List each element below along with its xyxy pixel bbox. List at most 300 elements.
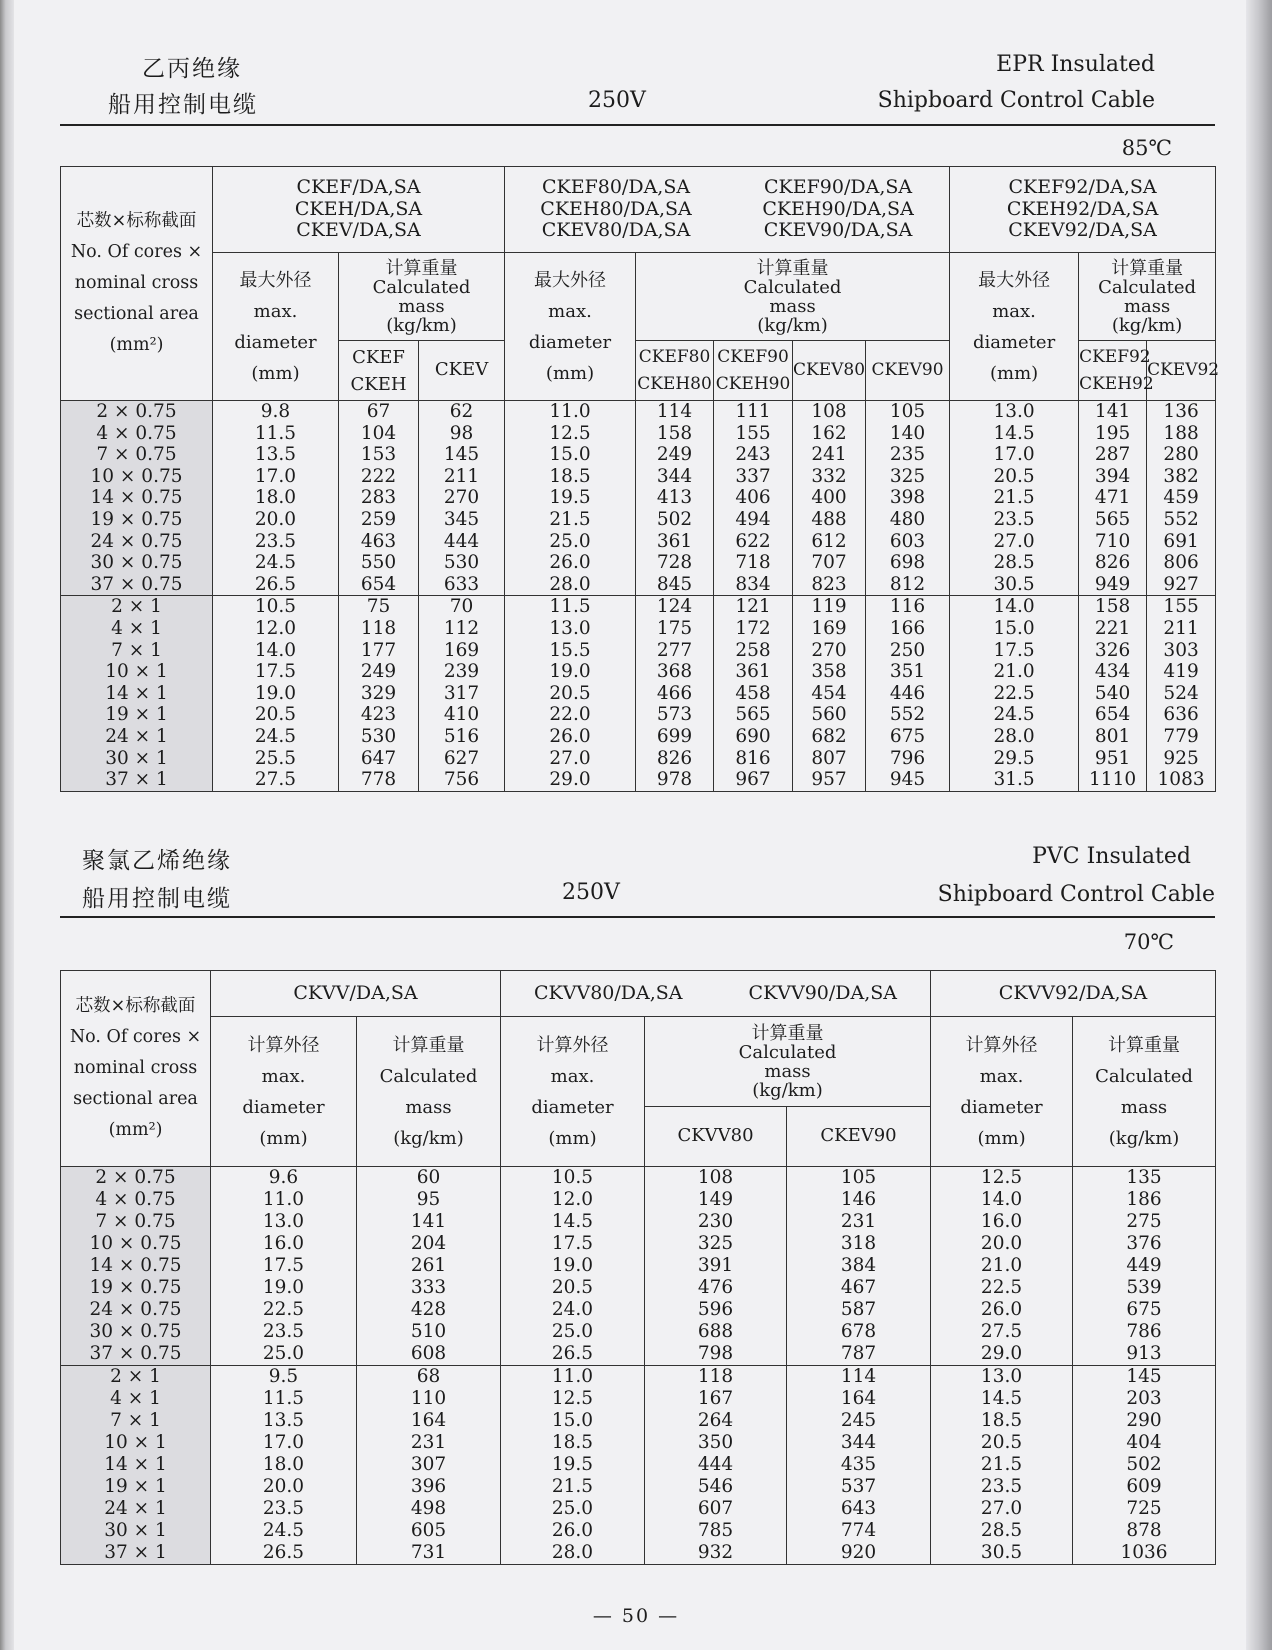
value: 878	[1126, 1520, 1162, 1541]
size-label: 37 × 0.75	[90, 573, 183, 595]
value: 539	[1126, 1277, 1162, 1298]
value: 25.0	[551, 1498, 594, 1519]
value: 326	[1094, 639, 1131, 661]
value-column-cell	[931, 1167, 1073, 1366]
value: 17.5	[262, 1255, 305, 1276]
value: 410	[443, 704, 480, 726]
value: 116	[889, 596, 926, 618]
value: 28.0	[993, 725, 1035, 747]
value: 164	[840, 1388, 877, 1409]
value: 23.5	[262, 1321, 305, 1342]
value: 756	[443, 769, 480, 791]
value: 287	[1094, 444, 1131, 466]
value: 344	[840, 1432, 877, 1453]
value-column-cell	[645, 1366, 787, 1565]
sub-header-ckvv80: CKVV80	[645, 1107, 787, 1167]
group3-diameter-header: 最大外径 max. diameter (mm)	[950, 253, 1079, 401]
value: 13.0	[262, 1211, 305, 1232]
value: 596	[697, 1299, 734, 1320]
value: 361	[656, 530, 693, 552]
value: 446	[889, 682, 926, 704]
group1-mass-header: 计算重量 Calculated mass (kg/km)	[339, 253, 505, 341]
value: 145	[1126, 1366, 1162, 1387]
value: 376	[1126, 1233, 1162, 1254]
page-right-edge	[1246, 0, 1272, 1650]
value: 834	[735, 573, 771, 595]
value: 463	[360, 530, 397, 552]
value: 605	[410, 1520, 447, 1541]
value: 26.5	[262, 1542, 305, 1563]
value: 245	[840, 1410, 877, 1431]
value: 15.0	[551, 1410, 594, 1431]
value: 18.5	[549, 465, 591, 487]
group2-mass-header: 计算重量 Calculated mass (kg/km)	[636, 253, 950, 341]
value: 816	[735, 747, 771, 769]
size-label: 14 × 0.75	[89, 1255, 182, 1276]
size-label: 37 × 0.75	[89, 1343, 182, 1364]
value: 612	[811, 530, 847, 552]
value: 29.0	[980, 1343, 1023, 1364]
value: 560	[811, 704, 847, 726]
value: 261	[410, 1255, 447, 1276]
value: 550	[360, 552, 397, 574]
value: 434	[1094, 661, 1131, 683]
value: 12.0	[551, 1189, 594, 1210]
value: 20.5	[254, 704, 297, 726]
value: 27.0	[980, 1498, 1023, 1519]
section2-title-en-1: PVC Insulated	[1032, 844, 1191, 869]
value: 23.5	[254, 530, 297, 552]
value: 14.0	[254, 639, 297, 661]
value-column-cell	[645, 1167, 787, 1366]
value: 231	[840, 1211, 877, 1232]
value: 188	[1163, 422, 1199, 444]
value: 28.5	[993, 552, 1035, 574]
section2-title-cn-1: 聚氯乙烯绝缘	[82, 848, 232, 874]
value: 779	[1163, 725, 1199, 747]
value: 195	[1094, 422, 1131, 444]
value: 609	[1126, 1476, 1162, 1497]
value: 22.5	[980, 1277, 1023, 1298]
value: 391	[697, 1255, 734, 1276]
value: 25.5	[254, 747, 297, 769]
value: 31.5	[993, 769, 1035, 791]
size-label: 24 × 1	[104, 1498, 167, 1519]
value: 24.5	[254, 552, 297, 574]
value: 153	[360, 444, 397, 466]
sub-header-ckev92: CKEV92	[1147, 341, 1216, 401]
value: 11.0	[262, 1189, 305, 1210]
value: 136	[1163, 401, 1199, 422]
value: 26.0	[551, 1520, 594, 1541]
value-column-cell	[1073, 1366, 1216, 1565]
value: 24.5	[254, 725, 297, 747]
size-label: 30 × 0.75	[90, 552, 183, 574]
value: 358	[811, 661, 847, 683]
value: 68	[416, 1366, 441, 1387]
size-label: 4 × 1	[110, 1388, 161, 1409]
value: 774	[840, 1520, 877, 1541]
pvc-cable-table	[60, 970, 1216, 1565]
pvc-g1-mass-header: 计算重量 Calculated mass (kg/km)	[357, 1017, 501, 1167]
value: 24.5	[993, 704, 1035, 726]
size-label: 10 × 1	[105, 661, 168, 683]
value: 16.0	[262, 1233, 305, 1254]
sub-header-ckev80: CKEV80	[793, 341, 866, 401]
value: 235	[889, 444, 926, 466]
value: 18.5	[980, 1410, 1023, 1431]
value: 361	[735, 661, 771, 683]
value: 9.5	[268, 1366, 299, 1387]
value: 303	[1163, 639, 1199, 661]
value-column-cell	[1079, 596, 1147, 791]
value: 449	[1126, 1255, 1162, 1276]
value: 731	[410, 1542, 447, 1563]
value: 11.0	[551, 1366, 594, 1387]
value: 494	[735, 508, 771, 530]
value: 913	[1126, 1343, 1162, 1364]
page-number: — 50 —	[592, 1605, 680, 1627]
value: 9.8	[260, 401, 291, 422]
value-column-cell	[1079, 401, 1147, 596]
value: 25.0	[551, 1321, 594, 1342]
value: 141	[1094, 401, 1131, 422]
value: 60	[416, 1167, 441, 1188]
value: 70	[449, 596, 474, 618]
value: 823	[811, 573, 847, 595]
value: 573	[656, 704, 693, 726]
value: 728	[656, 552, 693, 574]
size-label: 10 × 1	[104, 1432, 167, 1453]
value-column-cell	[636, 401, 714, 596]
value: 812	[889, 573, 926, 595]
value-column-cell	[1073, 1167, 1216, 1366]
value: 10.5	[254, 596, 297, 618]
value: 699	[656, 725, 693, 747]
value: 384	[840, 1255, 877, 1276]
size-label: 14 × 1	[104, 1454, 167, 1475]
section2-header	[60, 838, 1215, 918]
value: 21.0	[980, 1255, 1023, 1276]
value: 15.0	[993, 617, 1035, 639]
size-label: 7 × 0.75	[95, 1211, 176, 1232]
group1-diameter-header: 最大外径 max. diameter (mm)	[213, 253, 339, 401]
value: 480	[889, 508, 926, 530]
value: 22.5	[993, 682, 1035, 704]
value: 22.0	[549, 704, 591, 726]
value-column-cell	[419, 401, 505, 596]
value: 108	[697, 1167, 734, 1188]
value-column-cell	[1147, 596, 1216, 791]
sub-header-ckev: CKEV	[419, 341, 505, 401]
value: 351	[889, 661, 926, 683]
value: 17.5	[551, 1233, 594, 1254]
value-column-cell	[339, 401, 419, 596]
value-column-cell	[866, 596, 950, 791]
value: 75	[366, 596, 391, 618]
value: 435	[840, 1454, 877, 1475]
value: 332	[811, 465, 847, 487]
value: 826	[656, 747, 693, 769]
value: 249	[656, 444, 693, 466]
value: 12.5	[980, 1167, 1023, 1188]
value: 17.0	[993, 444, 1035, 466]
value: 167	[697, 1388, 734, 1409]
value-column-cell	[211, 1366, 357, 1565]
value: 28.0	[551, 1542, 594, 1563]
row-group	[61, 596, 1216, 791]
value: 785	[697, 1520, 734, 1541]
value: 275	[1126, 1211, 1162, 1232]
value: 530	[443, 552, 480, 574]
value: 10.5	[551, 1167, 594, 1188]
value: 1036	[1120, 1542, 1168, 1563]
value-column-cell	[787, 1366, 931, 1565]
value: 146	[840, 1189, 877, 1210]
value: 488	[811, 508, 847, 530]
value: 112	[443, 617, 480, 639]
size-label: 37 × 1	[104, 1542, 167, 1563]
value: 691	[1163, 530, 1199, 552]
value: 467	[840, 1277, 877, 1298]
value: 466	[656, 682, 693, 704]
value: 9.6	[268, 1167, 299, 1188]
value: 27.5	[980, 1321, 1023, 1342]
value: 98	[449, 422, 474, 444]
size-label: 37 × 1	[105, 769, 168, 791]
value: 20.5	[551, 1277, 594, 1298]
value: 23.5	[993, 508, 1035, 530]
value: 114	[840, 1366, 877, 1387]
value: 14.0	[980, 1189, 1023, 1210]
section1-title-en-1: EPR Insulated	[996, 52, 1155, 77]
value: 20.5	[980, 1432, 1023, 1453]
value: 565	[1094, 508, 1131, 530]
value: 259	[360, 508, 397, 530]
value: 124	[656, 596, 693, 618]
value: 654	[360, 573, 397, 595]
size-label: 14 × 1	[105, 682, 168, 704]
value-column-cell	[950, 401, 1079, 596]
value: 957	[811, 769, 847, 791]
value: 317	[443, 682, 480, 704]
value-column-cell	[787, 1167, 931, 1366]
value: 283	[360, 487, 397, 509]
value: 19.0	[254, 682, 297, 704]
value: 546	[697, 1476, 734, 1497]
value: 211	[1163, 617, 1199, 639]
value: 710	[1094, 530, 1131, 552]
value: 25.0	[262, 1343, 305, 1364]
value: 537	[840, 1476, 877, 1497]
value: 423	[360, 704, 397, 726]
value: 18.5	[551, 1432, 594, 1453]
size-column-cell	[61, 1167, 211, 1366]
value: 516	[443, 725, 480, 747]
value: 419	[1163, 661, 1199, 683]
value: 476	[697, 1277, 734, 1298]
value: 24.5	[262, 1520, 305, 1541]
value-column-cell	[1147, 401, 1216, 596]
value: 787	[840, 1343, 877, 1364]
size-label: 7 × 1	[111, 639, 162, 661]
value: 108	[811, 401, 847, 422]
pvc-group1-model: CKVV/DA,SA	[211, 971, 501, 1017]
value: 24.0	[551, 1299, 594, 1320]
value: 1083	[1157, 769, 1205, 791]
value: 318	[840, 1233, 877, 1254]
value: 26.0	[549, 725, 591, 747]
row-group	[61, 1366, 1216, 1565]
value: 333	[410, 1277, 447, 1298]
value: 796	[889, 747, 926, 769]
value: 608	[410, 1343, 447, 1364]
value: 925	[1163, 747, 1199, 769]
value: 20.0	[262, 1476, 305, 1497]
pvc-g3-mass-header: 计算重量 Calculated mass (kg/km)	[1073, 1017, 1216, 1167]
value: 329	[360, 682, 397, 704]
value: 149	[697, 1189, 734, 1210]
value: 249	[360, 661, 397, 683]
value: 510	[410, 1321, 447, 1342]
section2-title-en-2: Shipboard Control Cable	[937, 882, 1215, 907]
value: 23.5	[980, 1476, 1023, 1497]
sub-header-ckef80-ckeh80: CKEF80 CKEH80	[636, 341, 714, 401]
value-column-cell	[714, 596, 793, 791]
size-label: 7 × 0.75	[96, 444, 177, 466]
value: 169	[443, 639, 480, 661]
value: 951	[1094, 747, 1131, 769]
section2-voltage: 250V	[562, 880, 620, 905]
value: 647	[360, 747, 397, 769]
value: 264	[697, 1410, 734, 1431]
value-column-cell	[793, 596, 866, 791]
value: 140	[889, 422, 926, 444]
value: 337	[735, 465, 771, 487]
value-column-cell	[931, 1366, 1073, 1565]
value: 28.0	[549, 573, 591, 595]
value: 118	[360, 617, 397, 639]
value-column-cell	[213, 401, 339, 596]
value: 30.5	[993, 573, 1035, 595]
value: 258	[735, 639, 771, 661]
size-label: 19 × 1	[104, 1476, 167, 1497]
value: 17.0	[254, 465, 297, 487]
value: 949	[1094, 573, 1131, 595]
value: 175	[656, 617, 693, 639]
value: 325	[697, 1233, 734, 1254]
size-label: 19 × 0.75	[89, 1277, 182, 1298]
size-label: 2 × 1	[111, 596, 162, 618]
size-label: 30 × 0.75	[89, 1321, 182, 1342]
pvc-g3-diameter-header: 计算外径 max. diameter (mm)	[931, 1017, 1073, 1167]
value: 636	[1163, 704, 1199, 726]
value: 14.5	[993, 422, 1035, 444]
value: 11.5	[262, 1388, 305, 1409]
size-label: 30 × 1	[104, 1520, 167, 1541]
value: 26.0	[980, 1299, 1023, 1320]
value: 13.0	[980, 1366, 1023, 1387]
value: 18.0	[262, 1454, 305, 1475]
size-column-cell	[61, 1366, 211, 1565]
value: 15.5	[549, 639, 591, 661]
value: 20.0	[254, 508, 297, 530]
value: 20.5	[993, 465, 1035, 487]
value: 396	[410, 1476, 447, 1497]
size-label: 24 × 0.75	[90, 530, 183, 552]
value: 62	[449, 401, 474, 422]
value: 688	[697, 1321, 734, 1342]
value: 444	[697, 1454, 734, 1475]
value: 28.5	[980, 1520, 1023, 1541]
value: 110	[410, 1388, 447, 1409]
section1-title-cn-1: 乙丙绝缘	[142, 56, 242, 82]
value: 118	[697, 1366, 734, 1387]
value: 11.0	[549, 401, 591, 422]
value: 280	[1163, 444, 1199, 466]
value: 444	[443, 530, 480, 552]
value: 17.5	[993, 639, 1035, 661]
value: 95	[416, 1189, 441, 1210]
value-column-cell	[793, 401, 866, 596]
value: 552	[889, 704, 926, 726]
value: 158	[656, 422, 693, 444]
value: 241	[811, 444, 847, 466]
value: 12.5	[551, 1388, 594, 1409]
value: 270	[811, 639, 847, 661]
size-label: 24 × 1	[105, 725, 168, 747]
value: 155	[1163, 596, 1199, 618]
value: 119	[811, 596, 847, 618]
sub-header-ckev90: CKEV90	[787, 1107, 931, 1167]
value: 290	[1126, 1410, 1162, 1431]
size-label: 2 × 0.75	[96, 401, 177, 422]
value-column-cell	[505, 401, 636, 596]
value: 967	[735, 769, 771, 791]
section1-title-en-2: Shipboard Control Cable	[877, 88, 1155, 113]
value: 471	[1094, 487, 1131, 509]
sub-header-ckef90-ckeh90: CKEF90 CKEH90	[714, 341, 793, 401]
value: 12.0	[254, 617, 297, 639]
value: 211	[443, 465, 480, 487]
value: 798	[697, 1343, 734, 1364]
section1-temperature: 85℃	[1121, 136, 1172, 160]
value: 400	[811, 487, 847, 509]
value: 806	[1163, 552, 1199, 574]
pvc-group3-model: CKVV92/DA,SA	[931, 971, 1216, 1017]
value: 14.5	[980, 1388, 1023, 1409]
value: 19.0	[551, 1255, 594, 1276]
value: 826	[1094, 552, 1131, 574]
value: 394	[1094, 465, 1131, 487]
value-column-cell	[866, 401, 950, 596]
value: 186	[1126, 1189, 1162, 1210]
size-label: 4 × 0.75	[95, 1189, 176, 1210]
value: 920	[840, 1542, 877, 1563]
value-column-cell	[501, 1366, 645, 1565]
value: 15.0	[549, 444, 591, 466]
value: 243	[735, 444, 771, 466]
value: 111	[735, 401, 771, 422]
page-binding-edge	[0, 0, 14, 1650]
value: 14.0	[993, 596, 1035, 618]
value: 21.0	[993, 661, 1035, 683]
value: 19.0	[262, 1277, 305, 1298]
value: 1110	[1089, 769, 1137, 791]
value-column-cell	[357, 1366, 501, 1565]
value: 607	[697, 1498, 734, 1519]
value: 203	[1126, 1388, 1162, 1409]
